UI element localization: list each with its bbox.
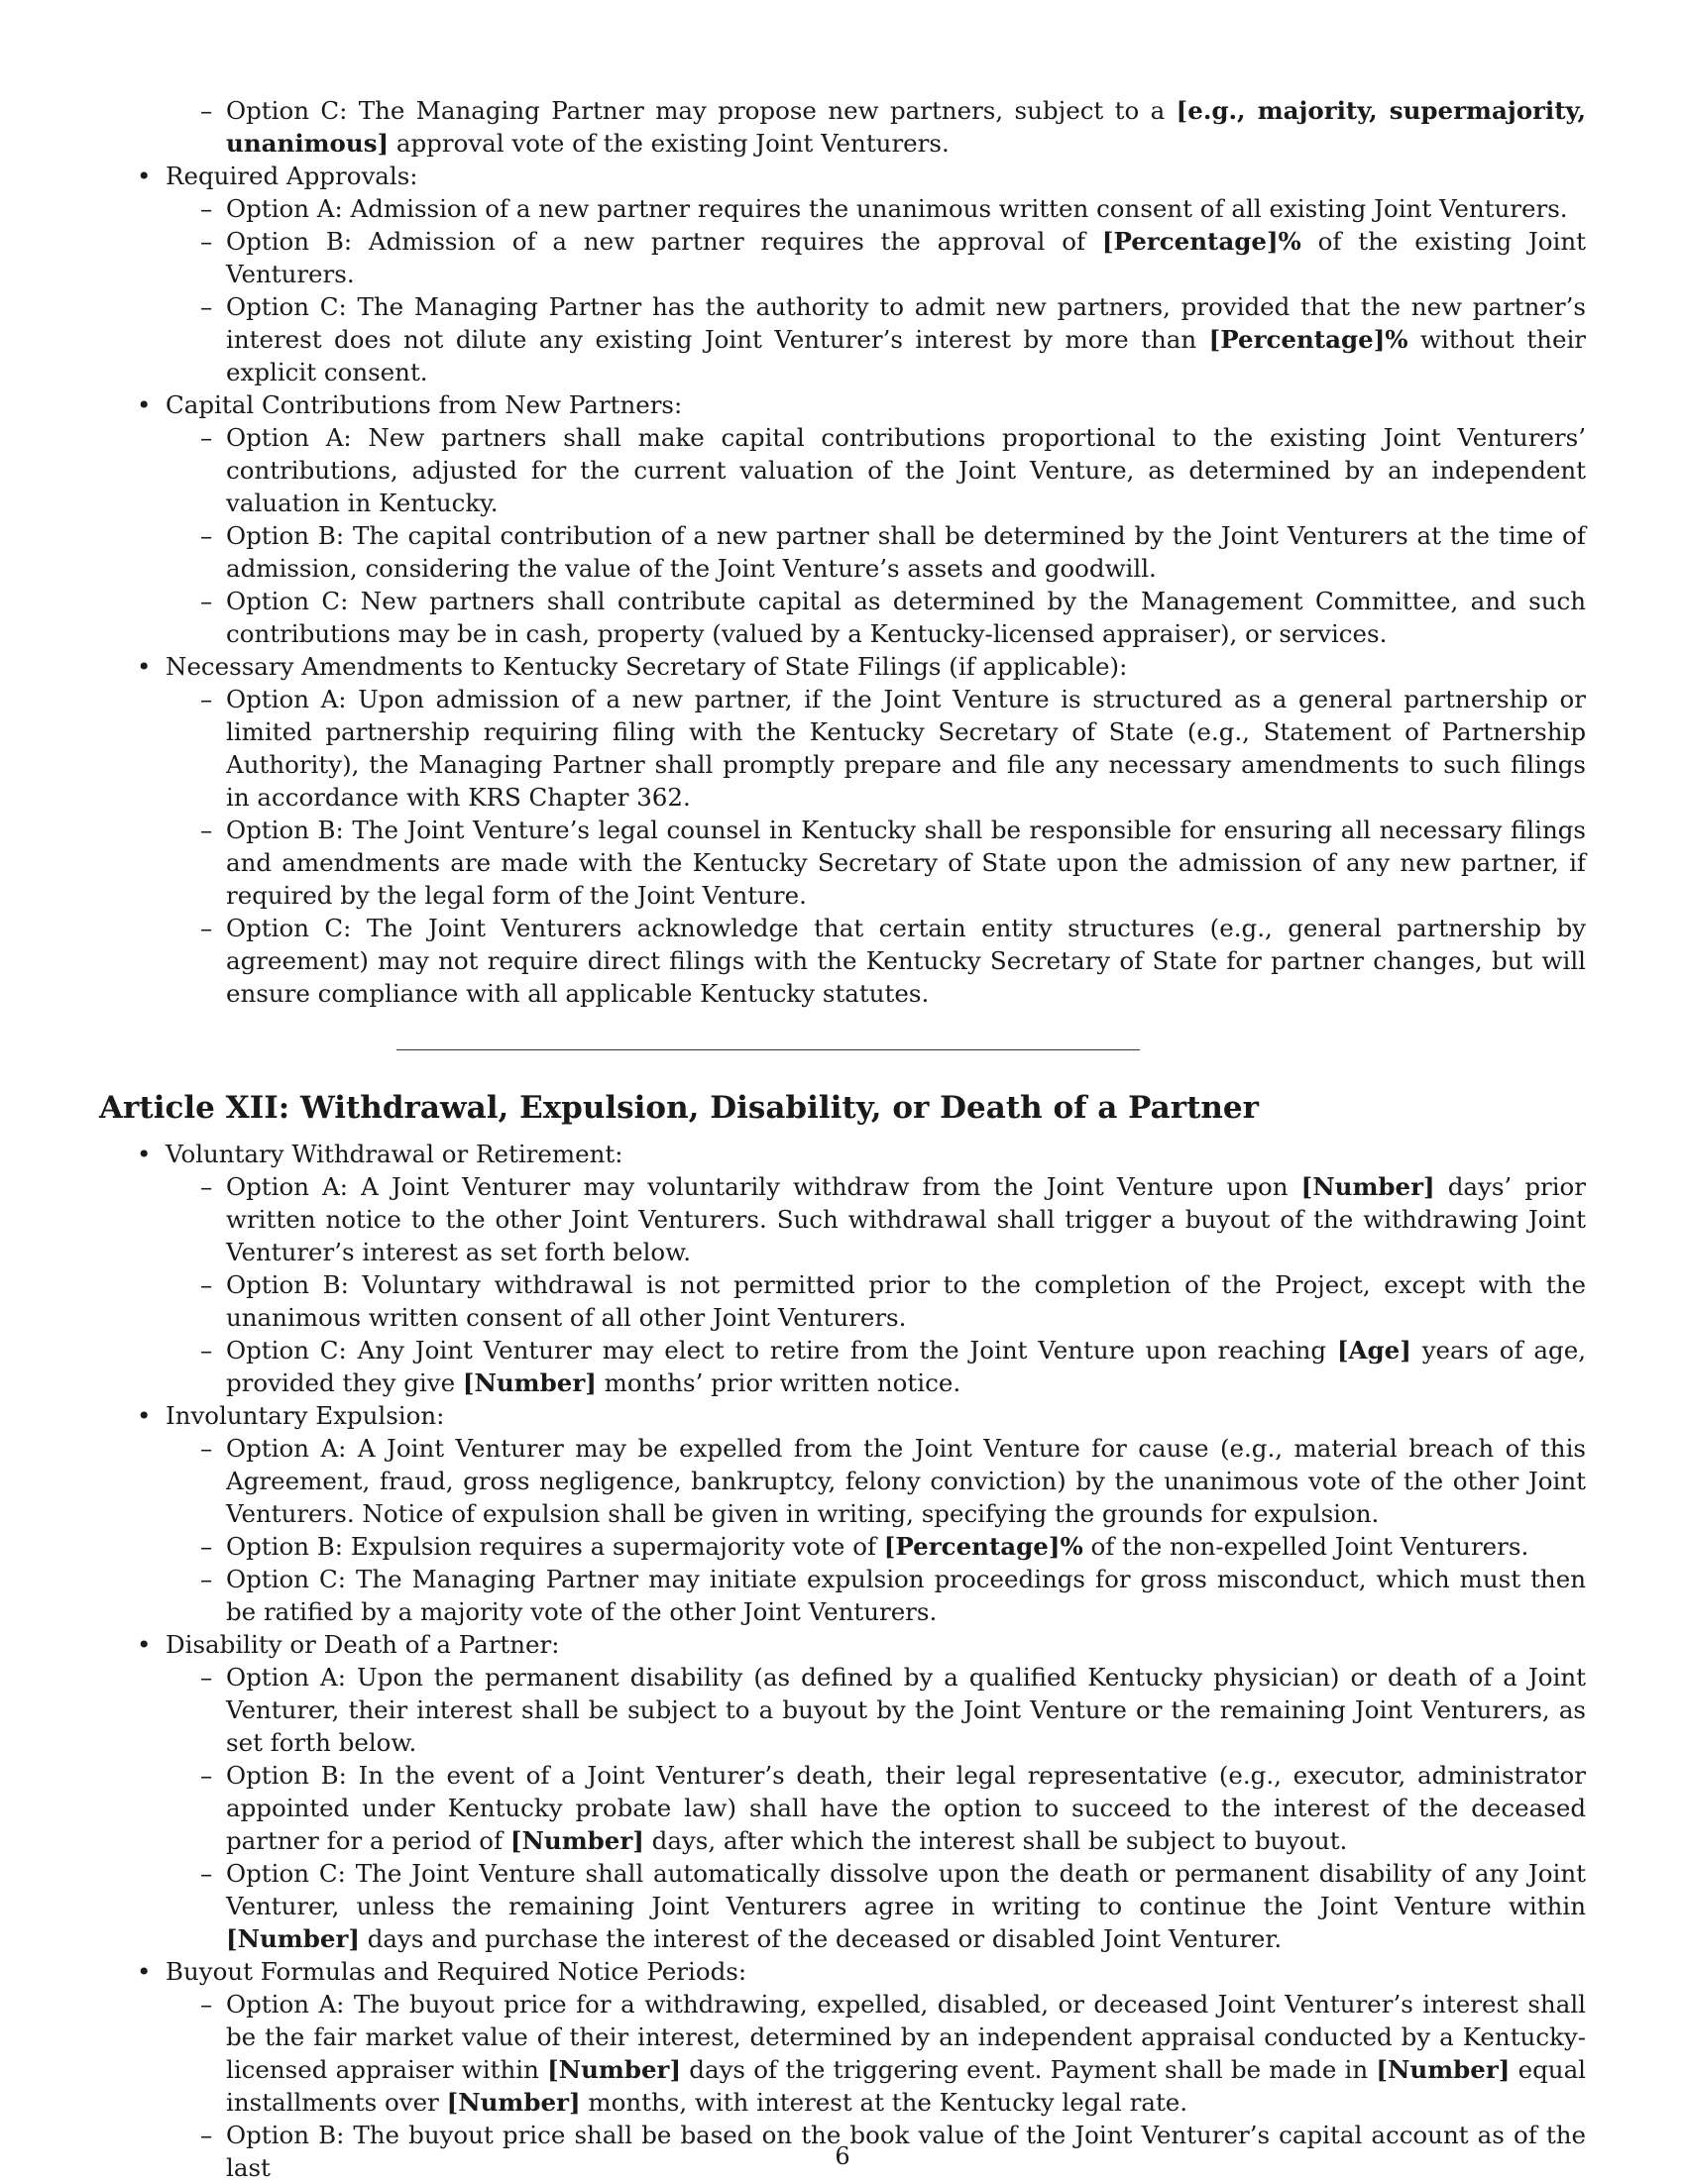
placeholder-field: [Percentage]% xyxy=(1101,227,1301,256)
bullet-amendments: • Necessary Amendments to Kentucky Secretary of State Filings (if applicable): – Option A: Upon admission of a new partner, if the Joint Venture is structured as a general partnership or limited partnership requiring filing with the Kentucky Secretary of State (e.g., Statement of Partnership Authority), the Managing Partner shall promptly prepare and file any necessary amendments to such filings in accordance with KRS Chapter 362. – Option B: The Joint Venture’s legal counsel in Kentucky shall be responsible for ensuring all necessary filings and amendments are made with the Kentucky Secretary of State upon the admission of any new partner, if required by the legal form of the Joint Venture. – Option C: The Joint Venturers acknowledge that certain entity structures (e.g., general partnership by agreement) may not require direct filings with the Kentucky Secretary of State for partner changes, but will ensure compliance with all applicable Kentucky statutes. xyxy=(99,650,1586,1010)
bullet-required-approvals: • Required Approvals: – Option A: Admission of a new partner requires the unanimous written consent of all existing Joint Venturers. – Option B: Admission of a new partner requires the approval of [Percentage]% of the existing Joint Venturers. – Option C: The Managing Partner has the authority to admit new partners, provided that the new partner’s interest does not dilute any existing Joint Venturer’s interest by more than [Percentage]% without their explicit consent. xyxy=(99,160,1586,388)
option-item: – Option A: The buyout price for a withdrawing, expelled, disabled, or deceased Joint Venturer’s interest shall be the fair market value of their interest, determined by an independent appraisal conducted by a Kentucky-licensed appraiser within [Number] days of the triggering event. Payment shall be made in [Number] equal installments over [Number] months, with interest at the Kentucky legal rate. xyxy=(166,1988,1586,2119)
option-item: – Option A: Admission of a new partner requires the unanimous written consent of all existing Joint Venturers. xyxy=(166,192,1586,225)
option-item: – Option B: Expulsion requires a supermajority vote of [Percentage]% of the non-expelled Joint Venturers. xyxy=(166,1530,1586,1563)
article-heading: Article XII: Withdrawal, Expulsion, Disability, or Death of a Partner xyxy=(99,1090,1259,1126)
bullet-voluntary-withdrawal: • Voluntary Withdrawal or Retirement: – Option A: A Joint Venturer may voluntarily withdraw from the Joint Venture upon [Number] days’ prior written notice to the other Joint Venturers. Such withdrawal shall trigger a buyout of the withdrawing Joint Venturer’s interest as set forth below. – Option B: Voluntary withdrawal is not permitted prior to the completion of the Project, except with the unanimous written consent of all other Joint Venturers. – Option C: Any Joint Venturer may elect to retire from the Joint Venture upon reaching [Age] years of age, provided they give [Number] months’ prior written notice. xyxy=(99,1138,1586,1399)
placeholder-field: [Number] xyxy=(1300,1172,1435,1201)
option-list xyxy=(166,192,1586,388)
option-item: – Option A: A Joint Venturer may voluntarily withdraw from the Joint Venture upon [Number] days’ prior written notice to the other Joint Venturers. Such withdrawal shall trigger a buyout of the withdrawing Joint Venturer’s interest as set forth below. xyxy=(166,1170,1586,1268)
article11-bullets xyxy=(99,160,1586,1010)
section-divider xyxy=(396,1049,1140,1050)
placeholder-field: [Age] xyxy=(1336,1336,1411,1365)
placeholder-field: [Number] xyxy=(547,2055,682,2084)
option-item: – Option C: New partners shall contribute capital as determined by the Management Committee, and such contributions may be in cash, property (valued by a Kentucky-licensed appraiser), or services. xyxy=(166,585,1586,650)
option-item: – Option C: The Managing Partner may propose new partners, subject to a [e.g., majority, supermajority, unanimous] approval vote of the existing Joint Venturers. xyxy=(99,94,1586,160)
option-item: – Option A: New partners shall make capital contributions proportional to the existing Joint Venturers’ contributions, adjusted for the current valuation of the Joint Venture, as determined by an independent valuation in Kentucky. xyxy=(166,421,1586,519)
bullet-capital-contributions: • Capital Contributions from New Partners: – Option A: New partners shall make capital contributions proportional to the existing Joint Venturers’ contributions, adjusted for the current valuation of the Joint Venture, as determined by an independent valuation in Kentucky. – Option B: The capital contribution of a new partner shall be determined by the Joint Venturers at the time of admission, considering the value of the Joint Venture’s assets and goodwill. – Option C: New partners shall contribute capital as determined by the Management Committee, and such contributions may be in cash, property (valued by a Kentucky-licensed appraiser), or services. xyxy=(99,388,1586,650)
option-item: – Option A: Upon admission of a new partner, if the Joint Venture is structured as a general partnership or limited partnership requiring filing with the Kentucky Secretary of State (e.g., Statement of Partnership Authority), the Managing Partner shall promptly prepare and file any necessary amendments to such filings in accordance with KRS Chapter 362. xyxy=(166,683,1586,814)
option-item: – Option B: The Joint Venture’s legal counsel in Kentucky shall be responsible for ensuring all necessary filings and amendments are made with the Kentucky Secretary of State upon the admission of any new partner, if required by the legal form of the Joint Venture. xyxy=(166,814,1586,912)
placeholder-field: [Number] xyxy=(1376,2055,1511,2084)
page-number: 6 xyxy=(835,2142,850,2170)
placeholder-field: [e.g., majority, supermajority, unanimous] xyxy=(226,96,1586,158)
option-item: – Option C: The Joint Venturers acknowledge that certain entity structures (e.g., general partnership by agreement) may not require direct filings with the Kentucky Secretary of State for partner changes, but will ensure compliance with all applicable Kentucky statutes. xyxy=(166,912,1586,1010)
placeholder-field: [Number] xyxy=(509,1826,644,1855)
bullet-disability-death: • Disability or Death of a Partner: – Option A: Upon the permanent disability (as defined by a qualified Kentucky physician) or death of a Joint Venturer, their interest shall be subject to a buyout by the Joint Venture or the remaining Joint Venturers, as set forth below. – Option B: In the event of a Joint Venturer’s death, their legal representative (e.g., executor, administrator appointed under Kentucky probate law) shall have the option to succeed to the interest of the deceased partner for a period of [Number] days, after which the interest shall be subject to buyout. – Option C: The Joint Venture shall automatically dissolve upon the death or permanent disability of any Joint Venturer, unless the remaining Joint Venturers agree in writing to continue the Joint Venture within [Number] days and purchase the interest of the deceased or disabled Joint Venturer. xyxy=(99,1628,1586,1955)
option-item: – Option A: A Joint Venturer may be expelled from the Joint Venture for cause (e.g., material breach of this Agreement, fraud, gross negligence, bankruptcy, felony conviction) by the unanimous vote of the other Joint Venturers. Notice of expulsion shall be given in writing, specifying the grounds for expulsion. xyxy=(166,1432,1586,1530)
option-list xyxy=(166,1661,1586,1955)
option-item: – Option C: The Managing Partner may initiate expulsion proceedings for gross misconduct, which must then be ratified by a majority vote of the other Joint Venturers. xyxy=(166,1563,1586,1628)
option-list xyxy=(166,421,1586,650)
bullet-buyout-formulas: • Buyout Formulas and Required Notice Periods: – Option A: The buyout price for a withdrawing, expelled, disabled, or deceased Joint Venturer’s interest shall be the fair market value of their interest, determined by an independent appraisal conducted by a Kentucky-licensed appraiser within [Number] days of the triggering event. Payment shall be made in [Number] equal installments over [Number] months, with interest at the Kentucky legal rate. – Option B: The buyout price shall be based on the book value of the Joint Venturer’s capital account as of the last xyxy=(99,1955,1586,2184)
placeholder-field: [Number] xyxy=(462,1368,597,1397)
option-item: – Option B: Admission of a new partner requires the approval of [Percentage]% of the existing Joint Venturers. xyxy=(166,225,1586,290)
placeholder-field: [Number] xyxy=(446,2088,581,2117)
placeholder-field: [Percentage]% xyxy=(883,1532,1083,1561)
document-page xyxy=(99,94,1586,2184)
option-list xyxy=(166,1432,1586,1628)
bullet-involuntary-expulsion: • Involuntary Expulsion: – Option A: A Joint Venturer may be expelled from the Joint Venture for cause (e.g., material breach of this Agreement, fraud, gross negligence, bankruptcy, felony conviction) by the unanimous vote of the other Joint Venturers. Notice of expulsion shall be given in writing, specifying the grounds for expulsion. – Option B: Expulsion requires a supermajority vote of [Percentage]% of the non-expelled Joint Venturers. – Option C: The Managing Partner may initiate expulsion proceedings for gross misconduct, which must then be ratified by a majority vote of the other Joint Venturers. xyxy=(99,1399,1586,1628)
option-list xyxy=(166,683,1586,1010)
option-item: – Option B: Voluntary withdrawal is not permitted prior to the completion of the Project, except with the unanimous written consent of all other Joint Venturers. xyxy=(166,1268,1586,1334)
placeholder-field: [Number] xyxy=(226,1924,360,1953)
option-item: – Option C: The Joint Venture shall automatically dissolve upon the death or permanent disability of any Joint Venturer, unless the remaining Joint Venturers agree in writing to continue the Joint Venture within [Number] days and purchase the interest of the deceased or disabled Joint Venturer. xyxy=(166,1857,1586,1955)
option-list xyxy=(166,1170,1586,1399)
placeholder-field: [Percentage]% xyxy=(1208,325,1408,354)
option-item: – Option C: The Managing Partner has the authority to admit new partners, provided that the new partner’s interest does not dilute any existing Joint Venturer’s interest by more than [Percentage]% without their explicit consent. xyxy=(166,290,1586,388)
option-item: – Option B: The buyout price shall be based on the book value of the Joint Venturer’s capital account as of the last xyxy=(166,2119,1586,2184)
option-item: – Option B: In the event of a Joint Venturer’s death, their legal representative (e.g., executor, administrator appointed under Kentucky probate law) shall have the option to succeed to the interest of the deceased partner for a period of [Number] days, after which the interest shall be subject to buyout. xyxy=(166,1759,1586,1857)
option-item: – Option B: The capital contribution of a new partner shall be determined by the Joint Venturers at the time of admission, considering the value of the Joint Venture’s assets and goodwill. xyxy=(166,519,1586,585)
option-item: – Option A: Upon the permanent disability (as defined by a qualified Kentucky physician) or death of a Joint Venturer, their interest shall be subject to a buyout by the Joint Venture or the remaining Joint Venturers, as set forth below. xyxy=(166,1661,1586,1759)
article12-bullets xyxy=(99,1138,1586,2184)
option-item: – Option C: Any Joint Venturer may elect to retire from the Joint Venture upon reaching [Age] years of age, provided they give [Number] months’ prior written notice. xyxy=(166,1334,1586,1399)
